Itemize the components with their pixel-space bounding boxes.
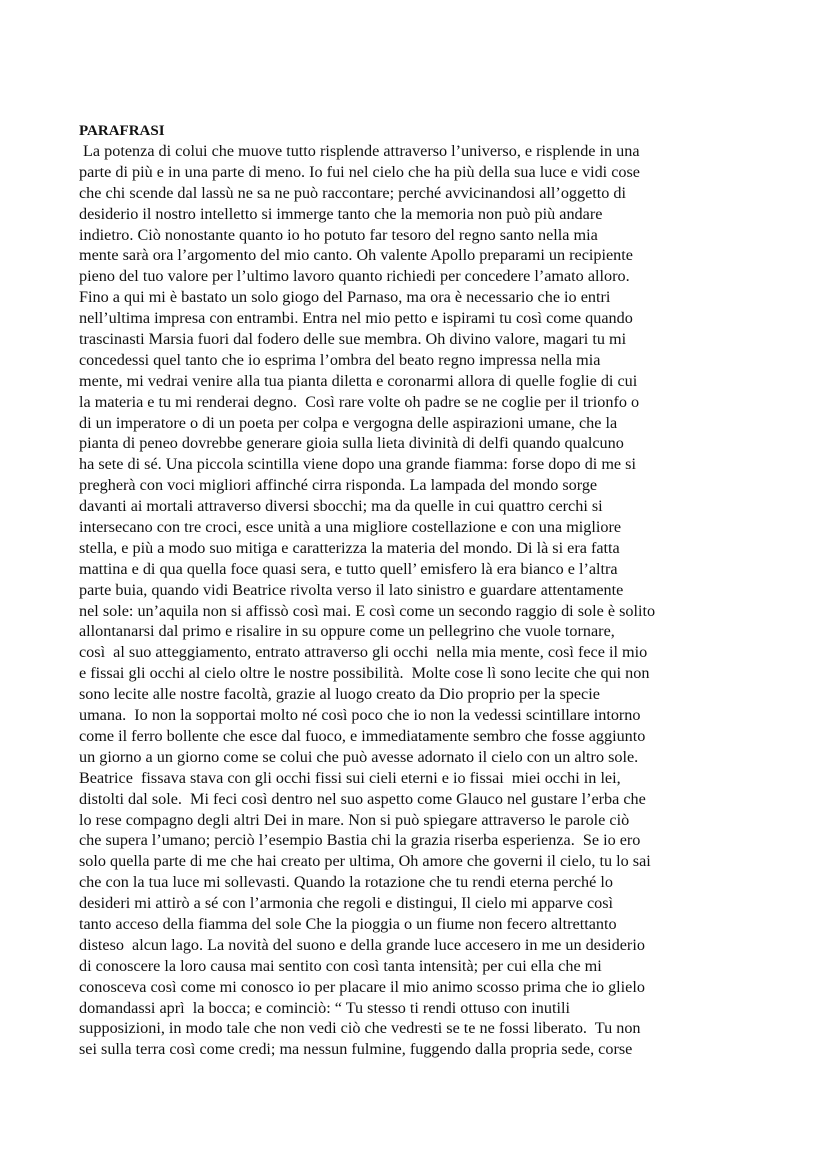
text-line: un giorno a un giorno come se colui che può avesse adornato il cielo con un altro sole. [79, 747, 639, 766]
paragraph [79, 141, 759, 1060]
text-line: di conoscere la loro causa mai sentito con così tanta intensità; per cui ella che mi [79, 956, 602, 975]
text-line: pieno del tuo valore per l’ultimo lavoro quanto richiedi per concedere l’amato alloro. [79, 267, 630, 286]
text-line: concedessi quel tanto che io esprima l’ombra del beato regno impressa nella mia [79, 350, 601, 369]
text-line: che supera l’umano; perciò l’esempio Bastia chi la grazia riserba esperienza. Se io ero [79, 831, 641, 850]
text-line: desiderio il nostro intelletto si immerge tanto che la memoria non può più andare [79, 204, 603, 223]
text-line: conosceva così come mi conosco io per placare il mio animo scosso prima che io glielo [79, 977, 645, 996]
text-line: mattina e di qua quella foce quasi sera, e tutto quell’ emisfero là era bianco e l’altra [79, 559, 618, 578]
text-line: la materia e tu mi renderai degno. Così rare volte oh padre se ne coglie per il trionfo o [79, 392, 640, 411]
text-line: pregherà con voci migliori affinché cirra risponda. La lampada del mondo sorge [79, 476, 598, 495]
text-line: che chi scende dal lassù ne sa ne può raccontare; perché avvicinandosi all’oggetto di [79, 183, 627, 202]
text-line: sei sulla terra così come credi; ma nessun fulmine, fuggendo dalla propria sede, corse [79, 1040, 633, 1059]
text-line: mente, mi vedrai venire alla tua pianta diletta e coronarmi allora di quelle foglie di cui [79, 371, 638, 390]
text-line: umana. Io non la sopportai molto né così poco che io non la vedessi scintillare intorno [79, 706, 641, 725]
text-line: sono lecite alle nostre facoltà, grazie al luogo creato da Dio proprio per la specie [79, 685, 600, 704]
text-line: domandassi aprì la bocca; e cominciò: “ Tu stesso ti rendi ottuso con inutili [79, 998, 570, 1017]
text-line: stella, e più a modo suo mitiga e caratterizza la materia del mondo. Di là si era fatta [79, 538, 620, 557]
text-line: tanto acceso della fiamma del sole Che la pioggia o un fiume non fecero altrettanto [79, 914, 617, 933]
text-line: lo rese compagno degli altri Dei in mare. Non si può spiegare attraverso le parole ciò [79, 810, 630, 829]
text-line: indietro. Ciò nonostante quanto io ho potuto far tesoro del regno santo nella mia [79, 225, 598, 244]
text-line: parte buia, quando vidi Beatrice rivolta verso il lato sinistro e guardare attentamente [79, 580, 624, 599]
text-line: disteso alcun lago. La novità del suono e della grande luce accesero in me un desiderio [79, 935, 645, 954]
text-line: supposizioni, in modo tale che non vedi ciò che vedresti se te ne fossi liberato. Tu non [79, 1019, 641, 1038]
text-line: nel sole: un’aquila non si affissò così mai. E così come un secondo raggio di sole è solito [79, 601, 656, 620]
text-line: parte di più e in una parte di meno. Io fui nel cielo che ha più della sua luce e vidi cose [79, 162, 640, 181]
text-line: che con la tua luce mi sollevasti. Quando la rotazione che tu rendi eterna perché lo [79, 873, 613, 892]
document-title: PARAFRASI [79, 123, 165, 139]
text-line: intersecano con tre croci, esce unità a una migliore costellazione e con una migliore [79, 518, 622, 537]
text-line: di un imperatore o di un poeta per colpa e vergogna delle aspirazioni umane, che la [79, 413, 618, 432]
document-body [79, 122, 759, 1060]
text-line: e fissai gli occhi al cielo oltre le nostre possibilità. Molte cose lì sono lecite che qui non [79, 664, 650, 683]
text-line: distolti dal sole. Mi feci così dentro nel suo aspetto come Glauco nel gustare l’erba che [79, 789, 646, 808]
text-line: solo quella parte di me che hai creato per ultima, Oh amore che governi il cielo, tu lo sai [79, 852, 651, 871]
text-line: Fino a qui mi è bastato un solo giogo del Parnaso, ma ora è necessario che io entri [79, 288, 611, 307]
text-line: così al suo atteggiamento, entrato attraverso gli occhi nella mia mente, così fece il mio [79, 643, 648, 662]
text-line: mente sarà ora l’argomento del mio canto. Oh valente Apollo preparami un recipiente [79, 246, 633, 265]
text-line: davanti ai mortali attraverso diversi sbocchi; ma da quelle in cui quattro cerchi si [79, 497, 603, 516]
text-line: Beatrice fissava stava con gli occhi fissi sui cieli eterni e io fissai miei occhi in lei, [79, 768, 621, 787]
text-line: allontanarsi dal primo e risalire in su oppure come un pellegrino che vuole tornare, [79, 622, 615, 641]
text-line: ha sete di sé. Una piccola scintilla viene dopo una grande fiamma: forse dopo di me si [79, 455, 636, 474]
text-line: La potenza di colui che muove tutto risplende attraverso l’universo, e risplende in una [79, 142, 640, 160]
text-line: nell’ultima impresa con entrambi. Entra nel mio petto e ispirami tu così come quando [79, 309, 633, 328]
text-line: desideri mi attirò a sé con l’armonia che regoli e distingui, Il cielo mi apparve così [79, 894, 614, 913]
text-line: pianta di peneo dovrebbe generare gioia sulla lieta divinità di delfi quando qualcuno [79, 434, 624, 453]
text-line: come il ferro bollente che esce dal fuoco, e immediatamente sembro che fosse aggiunto [79, 726, 646, 745]
text-line: trascinasti Marsia fuori dal fodero delle sue membra. Oh divino valore, magari tu mi [79, 330, 627, 349]
